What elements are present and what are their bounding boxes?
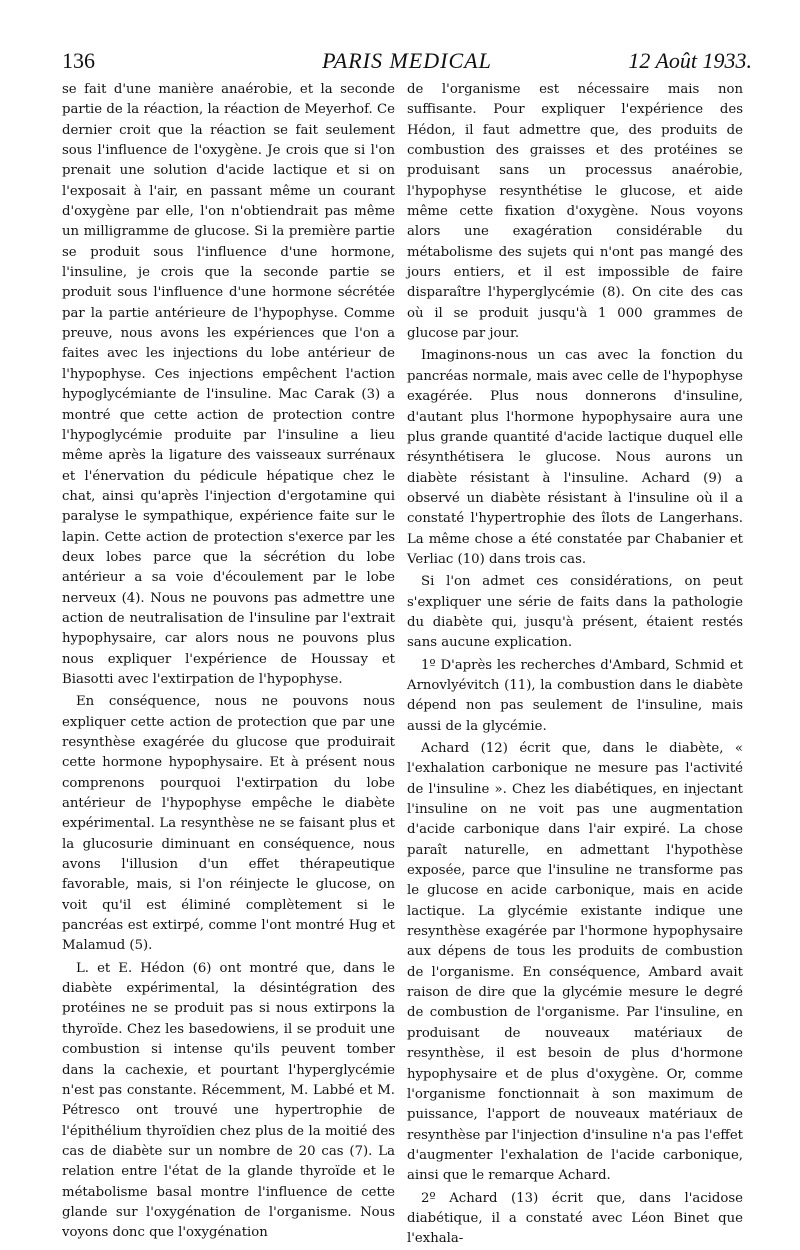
right-column: [407, 80, 743, 1250]
paragraph: Si l'on admet ces considérations, on peut s'expliquer une série de faits dans la pathologie du diabète qui, jusqu'à présent, étaient restés sans aucune explication.: [407, 574, 743, 651]
paragraph: Achard (12) écrit que, dans le diabète, « l'exhalation carbonique ne mesure pas l'activité de l'insuline ». Chez les diabétiques, en injectant l'insuline on ne voit pas une augmentation d'acide carbonique dans l'air expiré. La chose paraît naturelle, en admettant l'hypothèse exposée, parce que l'insuline ne transforme pas le glucose en acide carbonique, mais en acide lactique. La glycémie existante indique une resynthèse exagérée par l'hormone hypophysaire aux dépens de tous les produits de combustion de l'organisme. En conséquence, Ambard avait raison de dire que la glycémie mesure le degré de combustion de l'organisme. Par l'insuline, en produisant de nouveaux matériaux de resynthèse, il est besoin de plus d'hormone hypophysaire et de plus d'oxygène. Or, comme l'organisme fonctionnait à son maximum de puissance, l'apport de nouveaux matériaux de resynthèse par l'injection d'insuline n'a pas l'effet d'augmenter l'exhalation de l'acide carbonique, ainsi que le remarque Achard.: [407, 741, 743, 1184]
paragraph: En conséquence, nous ne pouvons nous expliquer cette action de protection que par une resynthèse exagérée du glucose que produirait cette hormone hypophysaire. Et à présent nous comprenons pourquoi l'extirpation du lobe antérieur de l'hypophyse empêche le diabète expérimental. La resynthèse ne se faisant plus et la glucosurie diminuant en conséquence, nous avons l'illusion d'un effet thérapeutique favorable, mais, si l'on réinjecte le glucose, on voit qu'il est éliminé complètement si le pancréas est extirpé, comme l'ont montré Hug et Malamud (5).: [62, 694, 395, 954]
issue-date: 12 Août 1933.: [628, 48, 752, 73]
journal-title: PARIS MEDICAL: [322, 48, 492, 73]
paragraph: 1º D'après les recherches d'Ambard, Schmid et Arnovlyévitch (11), la combustion dans le diabète dépend non pas seulement de l'insuline, mais aussi de la glycémie.: [407, 657, 743, 734]
paragraph: de l'organisme est nécessaire mais non suffisante. Pour expliquer l'expérience des Hédon, il faut admettre que, des produits de combustion des graisses et des protéines se produisant sans un processus anaérobie, l'hypophyse resynthétise le glucose, et aide même cette fixation d'oxygène. Nous voyons alors une exagération considérable du métabolisme des sujets qui n'ont pas mangé des jours entiers, et il est impossible de faire disparaître l'hyperglycémie (8). On cite des cas où il se produit jusqu'à 1 000 grammes de glucose par jour.: [407, 82, 743, 342]
paragraph: 2º Achard (13) écrit que, dans l'acidose diabétique, il a constaté avec Léon Binet que l'exhala-: [407, 1190, 743, 1247]
paragraph: L. et E. Hédon (6) ont montré que, dans le diabète expérimental, la désintégration des protéines ne se produit pas si nous extirpons la thyroïde. Chez les basedowiens, il se produit une combustion si intense qu'ils peuvent tomber dans la cachexie, et pourtant l'hyperglycémie n'est pas constante. Récemment, M. Labbé et M. Pétresco ont trouvé une hypertrophie de l'épithélium thyroïdien chez plus de la moitié des cas de diabète sur un nombre de 20 cas (7). La relation entre l'état de la glande thyroïde et le métabolisme basal montre l'influence de cette glande sur l'oxygénation de l'organisme. Nous voyons donc que l'oxygénation: [62, 960, 395, 1241]
page-number: 136: [62, 48, 95, 73]
page-header: [62, 48, 752, 78]
paragraph: se fait d'une manière anaérobie, et la seconde partie de la réaction, la réaction de Meyerhof. Ce dernier croit que la réaction se fait seulement sous l'influence de l'oxygène. Je crois que si l'on prenait une solution d'acide lactique et si on l'exposait à l'air, en passant même un courant d'oxygène par elle, l'on n'obtiendrait pas même un milligramme de glucose. Si la première partie se produit sous l'influence d'une hormone, l'insuline, je crois que la seconde partie se produit sous l'influence d'une hormone sécrétée par la partie antérieure de l'hypophyse. Comme preuve, nous avons les expériences que l'on a faites avec les injections du lobe antérieur de l'hypophyse. Ces injections empêchent l'action hypoglycémiante de l'insuline. Mac Carak (3) a montré que cette action de protection contre l'hypoglycémie produite par l'insuline a lieu même après la ligature des vaisseaux surrénaux et l'énervation du pédicule hépatique chez le chat, ainsi qu'après l'injection d'ergotamine qui paralyse le sympathique, expérience faite sur le lapin. Cette action de protection s'exerce par les deux lobes parce que la sécrétion du lobe antérieur a sa voie d'écoulement par le lobe nerveux (4). Nous ne pouvons pas admettre une action de neutralisation de l'insuline par l'extrait hypophysaire, car alors nous ne pouvons plus nous expliquer l'expérience de Houssay et Biasotti avec l'extirpation de l'hypophyse.: [62, 82, 395, 687]
left-column: [62, 80, 395, 1244]
paragraph: Imaginons-nous un cas avec la fonction du pancréas normale, mais avec celle de l'hypophyse exagérée. Plus nous donnerons d'insuline, d'autant plus l'hormone hypophysaire aura une plus grande quantité d'acide lactique duquel elle résynthétisera le glucose. Nous aurons un diabète résistant à l'insuline. Achard (9) a observé un diabète résistant à l'insuline où il a constaté l'hypertrophie des îlots de Langerhans. La même chose a été constatée par Chabanier et Verliac (10) dans trois cas.: [407, 348, 743, 567]
